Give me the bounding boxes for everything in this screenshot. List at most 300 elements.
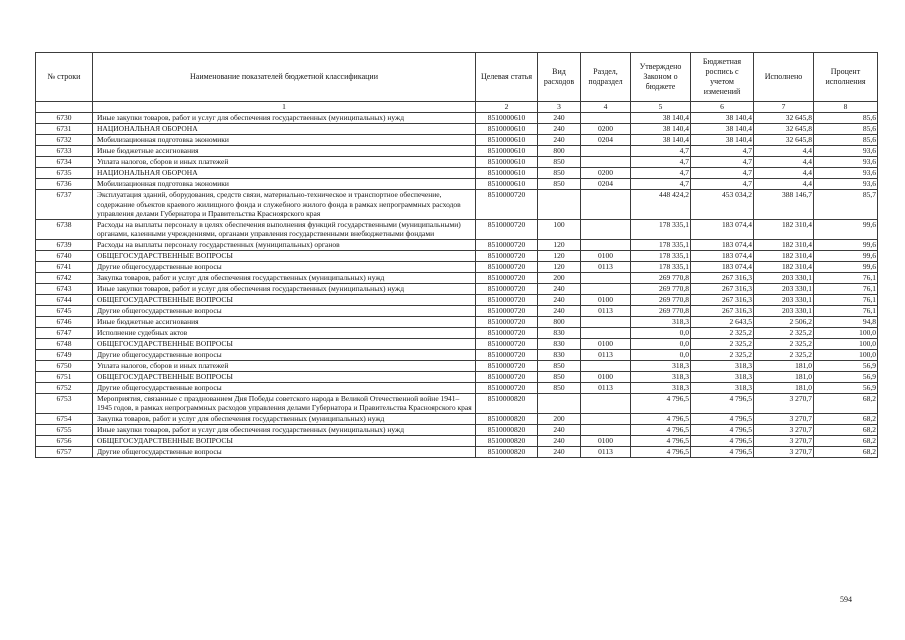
budget-schedule-cell: 267 316,3: [691, 283, 754, 294]
expense-type-cell: 850: [538, 382, 581, 393]
percent-cell: 85,6: [814, 135, 878, 146]
name-cell: Иные закупки товаров, работ и услуг для обеспечения государственных (муниципальных) нужд: [93, 424, 476, 435]
expense-type-cell: 240: [538, 124, 581, 135]
target-article-cell: 8510000720: [476, 327, 538, 338]
budget-schedule-cell: 183 074,4: [691, 239, 754, 250]
budget-schedule-cell: 2 325,2: [691, 338, 754, 349]
target-article-cell: 8510000720: [476, 283, 538, 294]
column-number-row: [36, 102, 878, 113]
table-row: [36, 146, 878, 157]
budget-schedule-cell: 4,7: [691, 157, 754, 168]
table-row: [36, 135, 878, 146]
executed-cell: 203 330,1: [754, 294, 814, 305]
row-number-cell: 6733: [36, 146, 93, 157]
row-number-cell: 6739: [36, 239, 93, 250]
column-number-cell: 2: [476, 102, 538, 113]
percent-cell: 93,6: [814, 157, 878, 168]
expense-type-cell: 240: [538, 435, 581, 446]
percent-cell: 100,0: [814, 327, 878, 338]
table-row: [36, 446, 878, 457]
section-cell: [581, 113, 631, 124]
table-row: [36, 371, 878, 382]
executed-cell: 2 325,2: [754, 327, 814, 338]
executed-cell: 32 645,8: [754, 124, 814, 135]
budget-schedule-cell: 267 316,3: [691, 294, 754, 305]
executed-cell: 182 310,4: [754, 261, 814, 272]
approved-cell: 4 796,5: [631, 393, 691, 413]
name-cell: ОБЩЕГОСУДАРСТВЕННЫЕ ВОПРОСЫ: [93, 294, 476, 305]
section-cell: [581, 393, 631, 413]
executed-cell: 3 270,7: [754, 413, 814, 424]
table-row: [36, 219, 878, 239]
approved-cell: 4,7: [631, 157, 691, 168]
header-approved: Утверждено Законом о бюджете: [631, 53, 691, 102]
name-cell: ОБЩЕГОСУДАРСТВЕННЫЕ ВОПРОСЫ: [93, 250, 476, 261]
percent-cell: 100,0: [814, 338, 878, 349]
header-executed: Исполнено: [754, 53, 814, 102]
approved-cell: 269 770,8: [631, 272, 691, 283]
name-cell: Расходы на выплаты персоналу в целях обеспечения выполнения функций государственными (муниципальными) органами, казенными учреждениями, органами управления государственными внебюджетными фондами: [93, 219, 476, 239]
row-number-cell: 6748: [36, 338, 93, 349]
approved-cell: 269 770,8: [631, 305, 691, 316]
expense-type-cell: 120: [538, 250, 581, 261]
expense-type-cell: 830: [538, 327, 581, 338]
header-section: Раздел, подраздел: [581, 53, 631, 102]
name-cell: Закупка товаров, работ и услуг для обеспечения государственных (муниципальных) нужд: [93, 413, 476, 424]
executed-cell: 4,4: [754, 146, 814, 157]
name-cell: Иные закупки товаров, работ и услуг для обеспечения государственных (муниципальных) нужд: [93, 283, 476, 294]
header-target-article: Целевая статья: [476, 53, 538, 102]
expense-type-cell: [538, 393, 581, 413]
section-cell: 0113: [581, 349, 631, 360]
percent-cell: 68,2: [814, 435, 878, 446]
section-cell: [581, 219, 631, 239]
expense-type-cell: 240: [538, 283, 581, 294]
approved-cell: 4 796,5: [631, 413, 691, 424]
approved-cell: 0,0: [631, 338, 691, 349]
table-row: [36, 272, 878, 283]
budget-schedule-cell: 318,3: [691, 382, 754, 393]
executed-cell: 4,4: [754, 168, 814, 179]
header-budget-schedule: Бюджетная роспись с учетом изменений: [691, 53, 754, 102]
percent-cell: 76,1: [814, 305, 878, 316]
budget-schedule-cell: 183 074,4: [691, 250, 754, 261]
approved-cell: 4,7: [631, 146, 691, 157]
target-article-cell: 8510000720: [476, 382, 538, 393]
target-article-cell: 8510000610: [476, 168, 538, 179]
name-cell: Мобилизационная подготовка экономики: [93, 135, 476, 146]
target-article-cell: 8510000720: [476, 219, 538, 239]
row-number-cell: 6747: [36, 327, 93, 338]
target-article-cell: 8510000720: [476, 371, 538, 382]
expense-type-cell: 800: [538, 146, 581, 157]
name-cell: Другие общегосударственные вопросы: [93, 261, 476, 272]
approved-cell: 4 796,5: [631, 424, 691, 435]
percent-cell: 99,6: [814, 219, 878, 239]
approved-cell: 178 335,1: [631, 261, 691, 272]
table-row: [36, 413, 878, 424]
name-cell: ОБЩЕГОСУДАРСТВЕННЫЕ ВОПРОСЫ: [93, 435, 476, 446]
expense-type-cell: 240: [538, 113, 581, 124]
section-cell: [581, 360, 631, 371]
target-article-cell: 8510000610: [476, 135, 538, 146]
expense-type-cell: 850: [538, 157, 581, 168]
approved-cell: 269 770,8: [631, 283, 691, 294]
approved-cell: 4,7: [631, 179, 691, 190]
row-number-cell: 6746: [36, 316, 93, 327]
budget-schedule-cell: 4 796,5: [691, 413, 754, 424]
budget-schedule-cell: 38 140,4: [691, 135, 754, 146]
executed-cell: 182 310,4: [754, 219, 814, 239]
target-article-cell: 8510000720: [476, 338, 538, 349]
executed-cell: 203 330,1: [754, 283, 814, 294]
column-number-cell: 4: [581, 102, 631, 113]
name-cell: Исполнение судебных актов: [93, 327, 476, 338]
approved-cell: 38 140,4: [631, 124, 691, 135]
expense-type-cell: 850: [538, 371, 581, 382]
section-cell: 0100: [581, 338, 631, 349]
row-number-cell: 6730: [36, 113, 93, 124]
row-number-cell: 6735: [36, 168, 93, 179]
expense-type-cell: 240: [538, 135, 581, 146]
column-number-cell: 5: [631, 102, 691, 113]
section-cell: [581, 272, 631, 283]
budget-schedule-cell: 183 074,4: [691, 261, 754, 272]
target-article-cell: 8510000720: [476, 305, 538, 316]
column-number-cell: 7: [754, 102, 814, 113]
section-cell: 0204: [581, 135, 631, 146]
percent-cell: 99,6: [814, 261, 878, 272]
expense-type-cell: 240: [538, 294, 581, 305]
header-row: [36, 53, 878, 102]
budget-schedule-cell: 4 796,5: [691, 435, 754, 446]
executed-cell: 388 146,7: [754, 190, 814, 220]
expense-type-cell: 240: [538, 424, 581, 435]
target-article-cell: 8510000610: [476, 179, 538, 190]
section-cell: 0204: [581, 179, 631, 190]
percent-cell: 100,0: [814, 349, 878, 360]
percent-cell: 76,1: [814, 283, 878, 294]
budget-schedule-cell: 38 140,4: [691, 124, 754, 135]
executed-cell: 32 645,8: [754, 135, 814, 146]
section-cell: [581, 316, 631, 327]
executed-cell: 181,0: [754, 371, 814, 382]
section-cell: 0113: [581, 261, 631, 272]
table-row: [36, 250, 878, 261]
approved-cell: 38 140,4: [631, 113, 691, 124]
row-number-cell: 6732: [36, 135, 93, 146]
approved-cell: 178 335,1: [631, 239, 691, 250]
table-row: [36, 190, 878, 220]
table-row: [36, 393, 878, 413]
table-row: [36, 349, 878, 360]
row-number-cell: 6742: [36, 272, 93, 283]
budget-schedule-cell: 318,3: [691, 360, 754, 371]
row-number-cell: 6755: [36, 424, 93, 435]
section-cell: [581, 157, 631, 168]
name-cell: НАЦИОНАЛЬНАЯ ОБОРОНА: [93, 168, 476, 179]
expense-type-cell: 120: [538, 239, 581, 250]
percent-cell: 68,2: [814, 424, 878, 435]
section-cell: 0100: [581, 250, 631, 261]
row-number-cell: 6756: [36, 435, 93, 446]
approved-cell: 0,0: [631, 349, 691, 360]
percent-cell: 56,9: [814, 360, 878, 371]
name-cell: ОБЩЕГОСУДАРСТВЕННЫЕ ВОПРОСЫ: [93, 338, 476, 349]
row-number-cell: 6741: [36, 261, 93, 272]
percent-cell: 93,6: [814, 168, 878, 179]
section-cell: [581, 424, 631, 435]
row-number-cell: 6736: [36, 179, 93, 190]
percent-cell: 76,1: [814, 272, 878, 283]
executed-cell: 4,4: [754, 157, 814, 168]
row-number-cell: 6731: [36, 124, 93, 135]
expense-type-cell: 850: [538, 360, 581, 371]
table-row: [36, 124, 878, 135]
approved-cell: 318,3: [631, 316, 691, 327]
name-cell: Мобилизационная подготовка экономики: [93, 179, 476, 190]
table-row: [36, 316, 878, 327]
name-cell: Закупка товаров, работ и услуг для обеспечения государственных (муниципальных) нужд: [93, 272, 476, 283]
name-cell: Эксплуатация зданий, оборудования, средств связи, материально-техническое и транспортное обеспечение, содержание объектов краевого жилищного фонда и служебного жилого фонда в рамках непрограммных расходов управления делами Губернатора и Правительства Красноярского края: [93, 190, 476, 220]
section-cell: [581, 146, 631, 157]
table-row: [36, 305, 878, 316]
percent-cell: 56,9: [814, 371, 878, 382]
budget-schedule-cell: 4 796,5: [691, 393, 754, 413]
row-number-cell: 6750: [36, 360, 93, 371]
budget-schedule-cell: 2 325,2: [691, 327, 754, 338]
table-row: [36, 338, 878, 349]
table-row: [36, 283, 878, 294]
expense-type-cell: 100: [538, 219, 581, 239]
row-number-cell: 6751: [36, 371, 93, 382]
row-number-cell: 6743: [36, 283, 93, 294]
budget-schedule-cell: 2 643,5: [691, 316, 754, 327]
target-article-cell: 8510000720: [476, 349, 538, 360]
budget-schedule-cell: 183 074,4: [691, 219, 754, 239]
budget-schedule-cell: 4 796,5: [691, 446, 754, 457]
approved-cell: 269 770,8: [631, 294, 691, 305]
target-article-cell: 8510000820: [476, 435, 538, 446]
budget-schedule-cell: 2 325,2: [691, 349, 754, 360]
budget-schedule-cell: 4,7: [691, 168, 754, 179]
approved-cell: 178 335,1: [631, 250, 691, 261]
percent-cell: 85,6: [814, 124, 878, 135]
column-number-cell: 8: [814, 102, 878, 113]
percent-cell: 93,6: [814, 179, 878, 190]
target-article-cell: 8510000720: [476, 294, 538, 305]
executed-cell: 2 325,2: [754, 338, 814, 349]
column-number-cell: 6: [691, 102, 754, 113]
section-cell: 0113: [581, 382, 631, 393]
table-row: [36, 424, 878, 435]
table-row: [36, 382, 878, 393]
percent-cell: 85,6: [814, 113, 878, 124]
target-article-cell: 8510000820: [476, 413, 538, 424]
percent-cell: 68,2: [814, 413, 878, 424]
approved-cell: 318,3: [631, 382, 691, 393]
expense-type-cell: 850: [538, 168, 581, 179]
section-cell: 0100: [581, 371, 631, 382]
table-row: [36, 435, 878, 446]
percent-cell: 93,6: [814, 146, 878, 157]
expense-type-cell: 830: [538, 338, 581, 349]
approved-cell: 4 796,5: [631, 435, 691, 446]
approved-cell: 0,0: [631, 327, 691, 338]
executed-cell: 32 645,8: [754, 113, 814, 124]
name-cell: Уплата налогов, сборов и иных платежей: [93, 157, 476, 168]
name-cell: Иные бюджетные ассигнования: [93, 316, 476, 327]
table-row: [36, 261, 878, 272]
name-cell: Другие общегосударственные вопросы: [93, 382, 476, 393]
section-cell: [581, 190, 631, 220]
budget-schedule-cell: 4 796,5: [691, 424, 754, 435]
expense-type-cell: 240: [538, 305, 581, 316]
percent-cell: 68,2: [814, 393, 878, 413]
approved-cell: 318,3: [631, 371, 691, 382]
row-number-cell: 6737: [36, 190, 93, 220]
section-cell: [581, 239, 631, 250]
executed-cell: 181,0: [754, 360, 814, 371]
executed-cell: 203 330,1: [754, 305, 814, 316]
name-cell: НАЦИОНАЛЬНАЯ ОБОРОНА: [93, 124, 476, 135]
executed-cell: 182 310,4: [754, 250, 814, 261]
percent-cell: 94,8: [814, 316, 878, 327]
target-article-cell: 8510000720: [476, 316, 538, 327]
expense-type-cell: 200: [538, 413, 581, 424]
section-cell: 0113: [581, 305, 631, 316]
target-article-cell: 8510000720: [476, 250, 538, 261]
budget-schedule-cell: 38 140,4: [691, 113, 754, 124]
percent-cell: 76,1: [814, 294, 878, 305]
row-number-cell: 6749: [36, 349, 93, 360]
table-body: [36, 102, 878, 458]
executed-cell: 3 270,7: [754, 435, 814, 446]
name-cell: Другие общегосударственные вопросы: [93, 349, 476, 360]
row-number-cell: 6757: [36, 446, 93, 457]
header-row-number: № строки: [36, 53, 93, 102]
section-cell: [581, 327, 631, 338]
section-cell: [581, 413, 631, 424]
budget-table: [35, 52, 878, 458]
percent-cell: 68,2: [814, 446, 878, 457]
budget-schedule-cell: 4,7: [691, 146, 754, 157]
row-number-cell: 6744: [36, 294, 93, 305]
expense-type-cell: 240: [538, 446, 581, 457]
table-row: [36, 168, 878, 179]
expense-type-cell: 830: [538, 349, 581, 360]
header-expense-type: Вид расходов: [538, 53, 581, 102]
table-row: [36, 113, 878, 124]
section-cell: [581, 283, 631, 294]
header-percent: Процент исполнения: [814, 53, 878, 102]
target-article-cell: 8510000820: [476, 446, 538, 457]
target-article-cell: 8510000820: [476, 393, 538, 413]
executed-cell: 181,0: [754, 382, 814, 393]
name-cell: Уплата налогов, сборов и иных платежей: [93, 360, 476, 371]
table-row: [36, 157, 878, 168]
executed-cell: 3 270,7: [754, 446, 814, 457]
row-number-cell: 6754: [36, 413, 93, 424]
name-cell: Мероприятия, связанные с празднованием Дня Победы советского народа в Великой Отечественной войне 1941–1945 годов, в рамках непрограммных расходов управления делами Губернатора и Правительства Красноярского края: [93, 393, 476, 413]
executed-cell: 2 325,2: [754, 349, 814, 360]
approved-cell: 318,3: [631, 360, 691, 371]
executed-cell: 4,4: [754, 179, 814, 190]
executed-cell: 182 310,4: [754, 239, 814, 250]
budget-schedule-cell: 4,7: [691, 179, 754, 190]
target-article-cell: 8510000720: [476, 190, 538, 220]
approved-cell: 448 424,2: [631, 190, 691, 220]
expense-type-cell: 200: [538, 272, 581, 283]
approved-cell: 178 335,1: [631, 219, 691, 239]
section-cell: 0200: [581, 168, 631, 179]
name-cell: Иные бюджетные ассигнования: [93, 146, 476, 157]
percent-cell: 99,6: [814, 239, 878, 250]
target-article-cell: 8510000610: [476, 157, 538, 168]
table-row: [36, 239, 878, 250]
percent-cell: 56,9: [814, 382, 878, 393]
row-number-cell: 6753: [36, 393, 93, 413]
column-number-cell: 1: [93, 102, 476, 113]
table-row: [36, 360, 878, 371]
name-cell: Расходы на выплаты персоналу государственных (муниципальных) органов: [93, 239, 476, 250]
target-article-cell: 8510000720: [476, 261, 538, 272]
table-row: [36, 179, 878, 190]
approved-cell: 38 140,4: [631, 135, 691, 146]
executed-cell: 2 506,2: [754, 316, 814, 327]
header-name: Наименование показателей бюджетной классификации: [93, 53, 476, 102]
section-cell: 0100: [581, 435, 631, 446]
column-number-cell: 3: [538, 102, 581, 113]
target-article-cell: 8510000720: [476, 272, 538, 283]
row-number-cell: 6745: [36, 305, 93, 316]
row-number-cell: 6734: [36, 157, 93, 168]
section-cell: 0100: [581, 294, 631, 305]
name-cell: ОБЩЕГОСУДАРСТВЕННЫЕ ВОПРОСЫ: [93, 371, 476, 382]
target-article-cell: 8510000820: [476, 424, 538, 435]
expense-type-cell: [538, 190, 581, 220]
row-number-cell: 6740: [36, 250, 93, 261]
name-cell: Другие общегосударственные вопросы: [93, 305, 476, 316]
executed-cell: 203 330,1: [754, 272, 814, 283]
budget-schedule-cell: 318,3: [691, 371, 754, 382]
name-cell: Другие общегосударственные вопросы: [93, 446, 476, 457]
target-article-cell: 8510000610: [476, 124, 538, 135]
percent-cell: 85,7: [814, 190, 878, 220]
executed-cell: 3 270,7: [754, 424, 814, 435]
row-number-cell: 6738: [36, 219, 93, 239]
target-article-cell: 8510000610: [476, 146, 538, 157]
budget-schedule-cell: 267 316,3: [691, 272, 754, 283]
percent-cell: 99,6: [814, 250, 878, 261]
page-number: 594: [840, 595, 852, 604]
budget-schedule-cell: 453 034,2: [691, 190, 754, 220]
approved-cell: 4,7: [631, 168, 691, 179]
column-number-cell: [36, 102, 93, 113]
name-cell: Иные закупки товаров, работ и услуг для обеспечения государственных (муниципальных) нужд: [93, 113, 476, 124]
target-article-cell: 8510000720: [476, 239, 538, 250]
expense-type-cell: 120: [538, 261, 581, 272]
budget-schedule-cell: 267 316,3: [691, 305, 754, 316]
approved-cell: 4 796,5: [631, 446, 691, 457]
executed-cell: 3 270,7: [754, 393, 814, 413]
expense-type-cell: 850: [538, 179, 581, 190]
target-article-cell: 8510000720: [476, 360, 538, 371]
target-article-cell: 8510000610: [476, 113, 538, 124]
expense-type-cell: 800: [538, 316, 581, 327]
table-row: [36, 327, 878, 338]
section-cell: 0113: [581, 446, 631, 457]
